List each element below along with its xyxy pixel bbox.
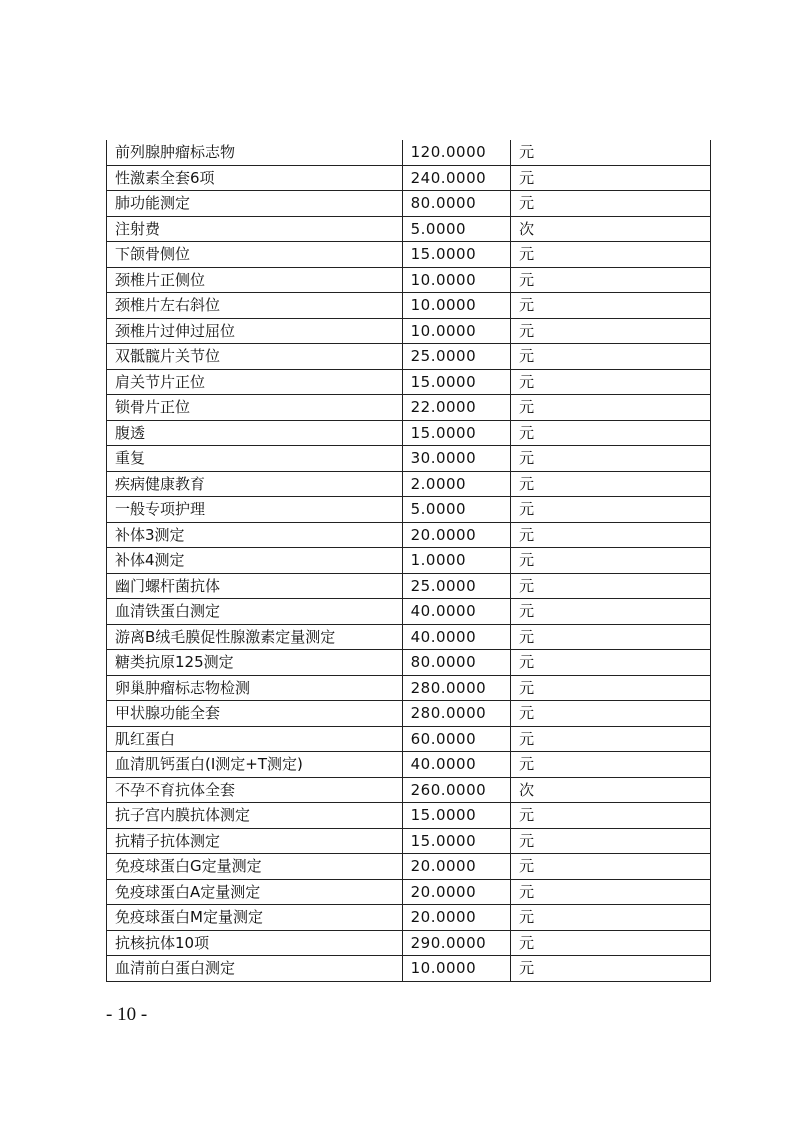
item-unit-cell: 元 <box>511 624 711 650</box>
table-row <box>107 701 711 727</box>
item-name-cell: 腹透 <box>107 420 403 446</box>
item-unit-cell: 元 <box>511 675 711 701</box>
item-unit-cell: 次 <box>511 216 711 242</box>
item-name-cell: 双骶髋片关节位 <box>107 344 403 370</box>
table-row <box>107 344 711 370</box>
item-name-cell: 抗核抗体10项 <box>107 930 403 956</box>
item-unit-cell: 元 <box>511 293 711 319</box>
table-row <box>107 930 711 956</box>
table-row <box>107 599 711 625</box>
item-name-cell: 补体4测定 <box>107 548 403 574</box>
table-row <box>107 395 711 421</box>
item-name-cell: 锁骨片正位 <box>107 395 403 421</box>
item-name-cell: 血清前白蛋白测定 <box>107 956 403 982</box>
item-unit-cell: 元 <box>511 548 711 574</box>
item-name-cell: 重复 <box>107 446 403 472</box>
item-name-cell: 血清肌钙蛋白(I测定+T测定) <box>107 752 403 778</box>
table-row <box>107 803 711 829</box>
item-name-cell: 卵巢肿瘤标志物检测 <box>107 675 403 701</box>
table-row <box>107 216 711 242</box>
item-price-cell: 60.0000 <box>402 726 510 752</box>
item-name-cell: 下颌骨侧位 <box>107 242 403 268</box>
item-name-cell: 抗精子抗体测定 <box>107 828 403 854</box>
item-price-cell: 5.0000 <box>402 216 510 242</box>
table-row <box>107 497 711 523</box>
item-name-cell: 游离B绒毛膜促性腺激素定量测定 <box>107 624 403 650</box>
item-price-cell: 15.0000 <box>402 369 510 395</box>
item-unit-cell: 元 <box>511 395 711 421</box>
table-row <box>107 522 711 548</box>
table-row <box>107 471 711 497</box>
item-price-cell: 260.0000 <box>402 777 510 803</box>
item-unit-cell: 元 <box>511 726 711 752</box>
item-price-cell: 5.0000 <box>402 497 510 523</box>
item-price-cell: 2.0000 <box>402 471 510 497</box>
item-name-cell: 疾病健康教育 <box>107 471 403 497</box>
price-table <box>106 140 711 982</box>
item-price-cell: 25.0000 <box>402 344 510 370</box>
item-price-cell: 20.0000 <box>402 905 510 931</box>
item-price-cell: 15.0000 <box>402 803 510 829</box>
item-unit-cell: 元 <box>511 752 711 778</box>
item-unit-cell: 元 <box>511 165 711 191</box>
table-row <box>107 293 711 319</box>
table-row <box>107 828 711 854</box>
item-price-cell: 10.0000 <box>402 318 510 344</box>
item-unit-cell: 元 <box>511 369 711 395</box>
item-name-cell: 肺功能测定 <box>107 191 403 217</box>
item-unit-cell: 元 <box>511 318 711 344</box>
item-unit-cell: 元 <box>511 420 711 446</box>
table-row <box>107 854 711 880</box>
item-price-cell: 15.0000 <box>402 420 510 446</box>
item-name-cell: 肩关节片正位 <box>107 369 403 395</box>
item-name-cell: 免疫球蛋白M定量测定 <box>107 905 403 931</box>
item-unit-cell: 元 <box>511 701 711 727</box>
table-row <box>107 624 711 650</box>
item-name-cell: 血清铁蛋白测定 <box>107 599 403 625</box>
item-price-cell: 10.0000 <box>402 293 510 319</box>
item-price-cell: 80.0000 <box>402 191 510 217</box>
item-name-cell: 颈椎片左右斜位 <box>107 293 403 319</box>
table-row <box>107 726 711 752</box>
item-price-cell: 40.0000 <box>402 752 510 778</box>
item-unit-cell: 元 <box>511 905 711 931</box>
item-name-cell: 肌红蛋白 <box>107 726 403 752</box>
item-price-cell: 15.0000 <box>402 242 510 268</box>
item-name-cell: 甲状腺功能全套 <box>107 701 403 727</box>
item-price-cell: 25.0000 <box>402 573 510 599</box>
item-price-cell: 20.0000 <box>402 854 510 880</box>
table-row <box>107 650 711 676</box>
item-price-cell: 40.0000 <box>402 624 510 650</box>
item-unit-cell: 元 <box>511 446 711 472</box>
item-price-cell: 15.0000 <box>402 828 510 854</box>
item-name-cell: 免疫球蛋白G定量测定 <box>107 854 403 880</box>
item-name-cell: 颈椎片过伸过屈位 <box>107 318 403 344</box>
item-name-cell: 不孕不育抗体全套 <box>107 777 403 803</box>
item-price-cell: 280.0000 <box>402 675 510 701</box>
item-price-cell: 20.0000 <box>402 522 510 548</box>
table-row <box>107 140 711 165</box>
table-row <box>107 777 711 803</box>
item-unit-cell: 元 <box>511 242 711 268</box>
table-row <box>107 420 711 446</box>
item-unit-cell: 元 <box>511 930 711 956</box>
table-row <box>107 752 711 778</box>
item-unit-cell: 元 <box>511 599 711 625</box>
table-row <box>107 191 711 217</box>
item-unit-cell: 元 <box>511 344 711 370</box>
item-price-cell: 280.0000 <box>402 701 510 727</box>
item-price-cell: 20.0000 <box>402 879 510 905</box>
table-row <box>107 956 711 982</box>
item-name-cell: 一般专项护理 <box>107 497 403 523</box>
item-name-cell: 幽门螺杆菌抗体 <box>107 573 403 599</box>
table-row <box>107 675 711 701</box>
item-price-cell: 240.0000 <box>402 165 510 191</box>
item-unit-cell: 元 <box>511 650 711 676</box>
page-number: - 10 - <box>106 1004 148 1025</box>
item-unit-cell: 元 <box>511 267 711 293</box>
item-unit-cell: 元 <box>511 140 711 165</box>
table-row <box>107 879 711 905</box>
item-price-cell: 22.0000 <box>402 395 510 421</box>
item-name-cell: 注射费 <box>107 216 403 242</box>
table-row <box>107 548 711 574</box>
item-name-cell: 免疫球蛋白A定量测定 <box>107 879 403 905</box>
item-unit-cell: 元 <box>511 191 711 217</box>
item-name-cell: 抗子宫内膜抗体测定 <box>107 803 403 829</box>
item-unit-cell: 元 <box>511 879 711 905</box>
item-price-cell: 120.0000 <box>402 140 510 165</box>
item-unit-cell: 元 <box>511 573 711 599</box>
table-row <box>107 318 711 344</box>
table-row <box>107 242 711 268</box>
item-price-cell: 10.0000 <box>402 267 510 293</box>
item-price-cell: 1.0000 <box>402 548 510 574</box>
item-price-cell: 40.0000 <box>402 599 510 625</box>
table-row <box>107 446 711 472</box>
item-price-cell: 80.0000 <box>402 650 510 676</box>
table-row <box>107 165 711 191</box>
item-name-cell: 糖类抗原125测定 <box>107 650 403 676</box>
item-name-cell: 性激素全套6项 <box>107 165 403 191</box>
item-unit-cell: 元 <box>511 828 711 854</box>
item-name-cell: 前列腺肿瘤标志物 <box>107 140 403 165</box>
item-unit-cell: 元 <box>511 497 711 523</box>
item-name-cell: 颈椎片正侧位 <box>107 267 403 293</box>
item-unit-cell: 元 <box>511 522 711 548</box>
item-unit-cell: 元 <box>511 956 711 982</box>
item-price-cell: 30.0000 <box>402 446 510 472</box>
item-unit-cell: 元 <box>511 854 711 880</box>
table-body <box>107 140 711 981</box>
item-price-cell: 290.0000 <box>402 930 510 956</box>
item-unit-cell: 次 <box>511 777 711 803</box>
item-unit-cell: 元 <box>511 471 711 497</box>
table-row <box>107 905 711 931</box>
table-row <box>107 573 711 599</box>
table-row <box>107 267 711 293</box>
item-price-cell: 10.0000 <box>402 956 510 982</box>
item-unit-cell: 元 <box>511 803 711 829</box>
item-name-cell: 补体3测定 <box>107 522 403 548</box>
table-row <box>107 369 711 395</box>
